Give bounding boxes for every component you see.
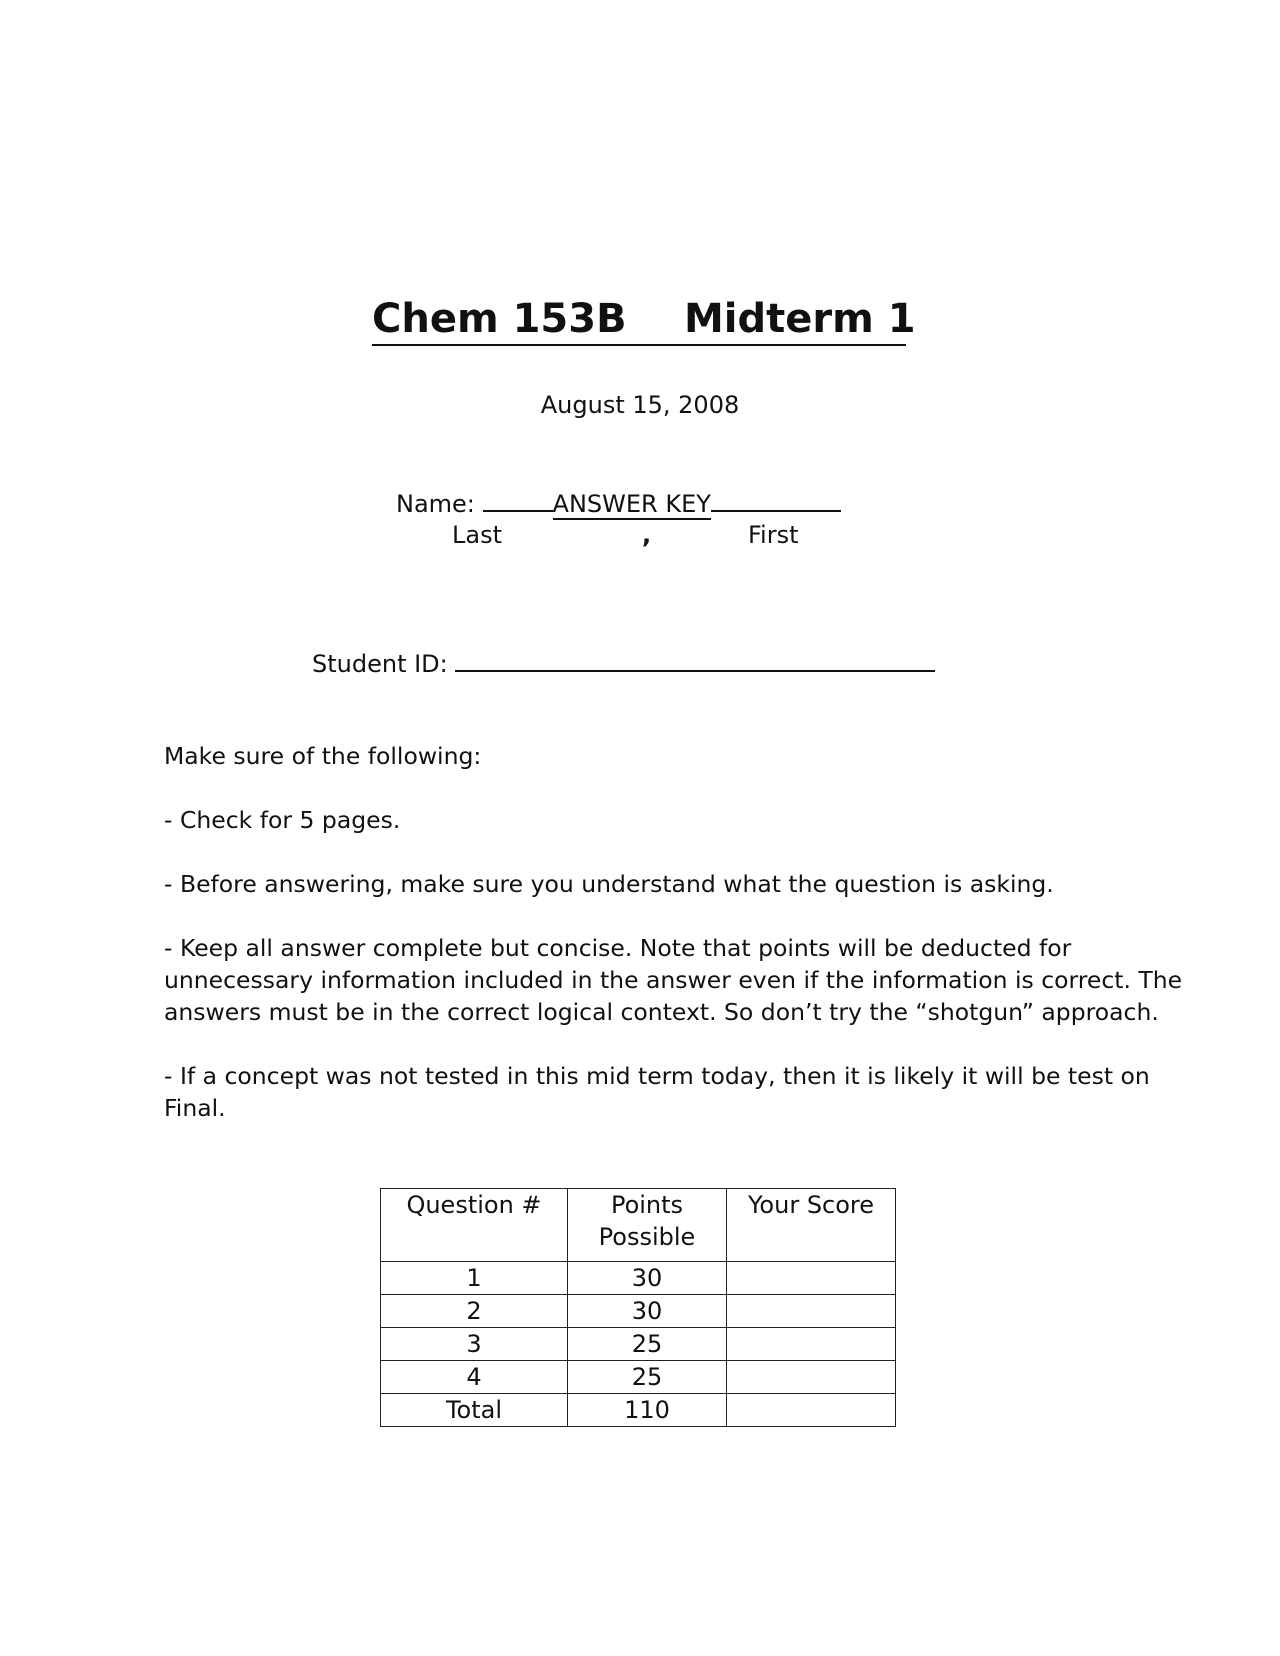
score-cell[interactable] <box>727 1361 896 1394</box>
score-cell[interactable] <box>727 1262 896 1295</box>
name-value[interactable]: ANSWER KEY <box>552 490 711 518</box>
points-cell: 30 <box>568 1262 727 1295</box>
table-row <box>381 1361 896 1394</box>
score-cell[interactable] <box>727 1328 896 1361</box>
points-cell: 110 <box>568 1394 727 1427</box>
question-cell: 3 <box>381 1328 568 1361</box>
exam-name: Midterm 1 <box>684 296 916 342</box>
name-separator: , <box>642 521 652 549</box>
question-cell: Total <box>381 1394 568 1427</box>
instruction-item: - If a concept was not tested in this mid term today, then it is likely it will be test on Final. <box>164 1062 1150 1122</box>
question-header: Question # <box>381 1189 568 1262</box>
exam-date: August 15, 2008 <box>540 391 740 419</box>
question-cell: 2 <box>381 1295 568 1328</box>
points-header: Points Possible <box>568 1189 727 1262</box>
last-name-label: Last <box>452 521 502 549</box>
student-id-blank[interactable] <box>455 646 935 672</box>
name-blank-right <box>711 486 841 512</box>
instruction-item: - Check for 5 pages. <box>164 806 401 834</box>
name-label: Name: <box>396 490 475 518</box>
question-cell: 4 <box>381 1361 568 1394</box>
points-cell: 25 <box>568 1328 727 1361</box>
instructions-intro: Make sure of the following: <box>164 742 482 770</box>
score-table <box>380 1188 896 1427</box>
points-cell: 25 <box>568 1361 727 1394</box>
exam-title <box>372 294 916 346</box>
score-cell[interactable] <box>727 1295 896 1328</box>
table-row <box>381 1394 896 1427</box>
question-cell: 1 <box>381 1262 568 1295</box>
table-row <box>381 1295 896 1328</box>
points-cell: 30 <box>568 1295 727 1328</box>
name-field <box>396 486 841 520</box>
name-blank-left <box>483 486 553 512</box>
table-row <box>381 1262 896 1295</box>
course-name: Chem 153B <box>372 296 627 342</box>
first-name-label: First <box>748 521 799 549</box>
score-header: Your Score <box>727 1189 896 1262</box>
student-id-field <box>312 646 935 680</box>
score-cell[interactable] <box>727 1394 896 1427</box>
instructions <box>164 740 1184 1156</box>
student-id-label: Student ID: <box>312 650 448 678</box>
table-row <box>381 1328 896 1361</box>
instruction-item: - Keep all answer complete but concise. Note that points will be deducted for unnecessary information included in the answer even if the information is correct. The answers must be in the correct logical context. So don’t try the “shotgun” approach. <box>164 934 1183 1026</box>
table-header-row <box>381 1189 896 1262</box>
instruction-item: - Before answering, make sure you understand what the question is asking. <box>164 870 1054 898</box>
